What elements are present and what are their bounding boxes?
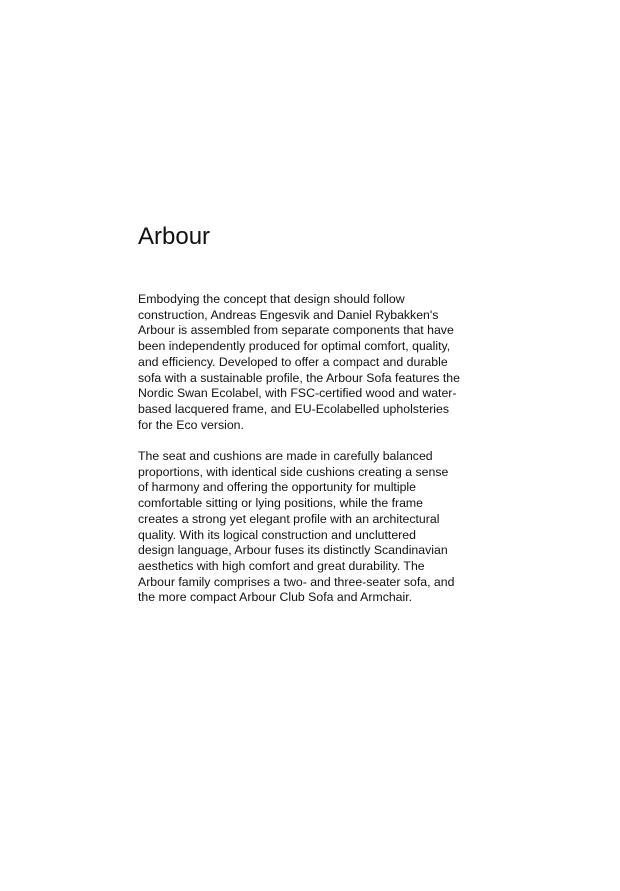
text-line: been independently produced for optimal comfort, quality, (138, 339, 451, 354)
text-line: proportions, with identical side cushions creating a sense (138, 464, 449, 479)
text-line: for the Eco version. (138, 417, 244, 432)
text-line: based lacquered frame, and EU-Ecolabelled upholsteries (138, 401, 450, 416)
page-title: Arbour (138, 223, 211, 250)
text-line: creates a strong yet elegant profile with an architectural (138, 511, 440, 526)
paragraph-design (138, 449, 484, 606)
text-line: Arbour is assembled from separate components that have (138, 323, 454, 338)
text-line: Arbour family comprises a two- and three-seater sofa, and (138, 574, 455, 589)
text-line: Nordic Swan Ecolabel, with FSC-certified wood and water- (138, 386, 457, 401)
text-line: The seat and cushions are made in carefully balanced (138, 449, 433, 464)
text-line: quality. With its logical construction and uncluttered (138, 527, 416, 542)
text-line: comfortable sitting or lying positions, while the frame (138, 496, 424, 511)
paragraph-intro (138, 292, 484, 433)
text-line: sofa with a sustainable profile, the Arbour Sofa features the (138, 370, 460, 385)
body-text (138, 292, 484, 606)
text-line: aesthetics with high comfort and great durability. The (138, 558, 425, 573)
text-line: design language, Arbour fuses its distinctly Scandinavian (138, 543, 448, 558)
text-line: Embodying the concept that design should follow (138, 292, 405, 306)
text-line: and efficiency. Developed to offer a compact and durable (138, 354, 448, 369)
text-line: the more compact Arbour Club Sofa and Armchair. (138, 590, 413, 605)
text-line: of harmony and offering the opportunity for multiple (138, 480, 416, 495)
text-line: construction, Andreas Engesvik and Daniel Rybakken's (138, 307, 439, 322)
